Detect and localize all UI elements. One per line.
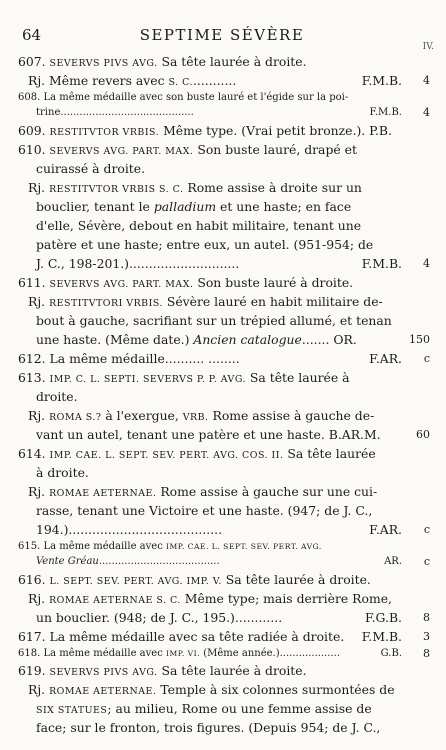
line-text: 611. bbox=[18, 274, 50, 290]
entry-line bbox=[18, 159, 402, 178]
price-value: 8 bbox=[423, 611, 430, 624]
entry-line bbox=[18, 235, 402, 254]
line-text: rasse, tenant une Victoire et une haste. (947; de J. C., bbox=[36, 502, 373, 518]
line-text: un bouclier. (948; de J. C., 195.)............ bbox=[36, 609, 283, 625]
line-text: vant un autel, tenant une patère et une haste. B.AR.M. bbox=[36, 426, 381, 442]
price-value: c bbox=[423, 352, 430, 365]
entry-line bbox=[18, 482, 402, 501]
metal-size: F.G.B. bbox=[364, 609, 402, 625]
line-text: J. C., 198-201.)............................ bbox=[36, 255, 240, 271]
metal-size: F.M.B. bbox=[361, 255, 402, 271]
line-text: ROMAE AETERNAE S. C. bbox=[49, 594, 181, 606]
line-text: face; sur le fronton, trois figures. (Depuis 954; de J. C., bbox=[36, 719, 381, 735]
line-text: ROMAE AETERNAE. bbox=[49, 685, 157, 697]
line-text: SEVERVS AVG. PART. MAX. bbox=[49, 278, 194, 290]
line-text: une haste. (Même date.) bbox=[36, 331, 194, 347]
line-text: 614. bbox=[18, 445, 50, 461]
catalogue-entries bbox=[18, 52, 402, 737]
price-value: c bbox=[423, 523, 430, 536]
line-text: Rome assise à gauche sur une cui- bbox=[156, 483, 378, 499]
line-text: Ancien catalogue bbox=[193, 331, 302, 347]
entry-line bbox=[18, 197, 402, 216]
line-text: IMP. CAE. L. SEPT. SEV. PERT. AVG. bbox=[165, 541, 322, 551]
line-text: RESTITVTOR VRBIS S. C. bbox=[49, 183, 184, 195]
entry-line bbox=[18, 646, 402, 661]
line-text: 618. La même médaille avec bbox=[18, 647, 166, 659]
entry-line bbox=[18, 140, 402, 159]
line-text: S. C. bbox=[168, 77, 193, 88]
entry-line bbox=[18, 444, 402, 463]
line-text: IMP. C. L. SEPTI. SEVERVS P. P. AVG. bbox=[49, 373, 246, 385]
line-text: 619. bbox=[18, 662, 50, 678]
line-text: ROMAE AETERNAE. bbox=[49, 487, 157, 499]
entry-line bbox=[18, 368, 402, 387]
line-text: Rj. Même revers avec bbox=[28, 73, 169, 88]
line-text: SIX STATUES bbox=[36, 704, 108, 716]
price-value: 4 bbox=[423, 74, 430, 87]
line-text: IMP. VI. bbox=[165, 648, 201, 658]
line-text: VRB. bbox=[182, 411, 209, 423]
entry-line bbox=[18, 178, 402, 197]
line-text: 194.)....................................... bbox=[36, 521, 223, 537]
entry-line bbox=[18, 311, 402, 330]
line-text: Sa tête laurée à droite. bbox=[157, 54, 307, 69]
line-text: SEVERVS PIVS AVG. bbox=[49, 58, 158, 69]
price-value: c bbox=[423, 555, 430, 568]
entry-line bbox=[18, 661, 402, 680]
entry-line bbox=[18, 425, 402, 444]
running-title: SEPTIME SÉVÈRE bbox=[139, 26, 305, 44]
line-text: 615. La même médaille avec bbox=[18, 540, 166, 552]
line-text: 616. bbox=[18, 571, 50, 587]
line-text: Sa tête laurée à bbox=[245, 369, 350, 385]
line-text: (Même année.)................... bbox=[200, 647, 341, 659]
entry-line bbox=[18, 292, 402, 311]
metal-size: AR. bbox=[384, 556, 402, 568]
metal-size: F.AR. bbox=[369, 521, 402, 537]
entry-line bbox=[18, 554, 402, 569]
line-text: 609. bbox=[18, 122, 50, 138]
line-text: droite. bbox=[36, 388, 78, 404]
line-text: Rj. bbox=[28, 590, 50, 606]
line-text: Même type. (Vrai petit bronze.). P.B. bbox=[159, 122, 392, 138]
line-text: 608. La même médaille avec son buste lauré et l'égide sur la poi- bbox=[18, 92, 349, 103]
line-text: Sa tête laurée bbox=[283, 445, 376, 461]
entry-line bbox=[18, 520, 402, 539]
line-text: ...................................... bbox=[98, 556, 220, 568]
line-text: cuirassé à droite. bbox=[36, 160, 146, 176]
line-text: 613. bbox=[18, 369, 50, 385]
metal-size: F.M.B. bbox=[361, 628, 402, 644]
entry-line bbox=[18, 501, 402, 520]
page-number: 64 bbox=[22, 26, 42, 44]
price-value: 150 bbox=[409, 333, 430, 346]
line-text: bouclier, tenant le bbox=[36, 198, 154, 214]
line-text: Son buste lauré à droite. bbox=[193, 274, 354, 290]
metal-size: F.AR. bbox=[369, 350, 402, 366]
line-text: bout à gauche, sacrifiant sur un trépied allumé, et tenan bbox=[36, 312, 392, 328]
entry-line bbox=[18, 52, 402, 71]
line-text: Sa tête laurée à droite. bbox=[221, 571, 371, 587]
corner-mark: IV. bbox=[422, 42, 434, 52]
entry-line bbox=[18, 718, 402, 737]
line-text: palladium bbox=[153, 198, 217, 214]
entry-line bbox=[18, 105, 402, 120]
price-value: 4 bbox=[423, 106, 430, 119]
line-text: ROMA S.? bbox=[49, 411, 102, 423]
line-text: à droite. bbox=[36, 464, 89, 480]
entry-line bbox=[18, 349, 402, 368]
line-text: ; au milieu, Rome ou une femme assise de bbox=[107, 700, 372, 716]
line-text: Rome assise à droite sur un bbox=[183, 179, 362, 195]
line-text: Vente Gréau bbox=[36, 556, 99, 568]
entry-line bbox=[18, 589, 402, 608]
price-value: 4 bbox=[423, 257, 430, 270]
entry-line bbox=[18, 387, 402, 406]
line-text: SEVERVS PIVS AVG. bbox=[49, 666, 158, 678]
line-text: Même type; mais derrière Rome, bbox=[180, 590, 392, 606]
line-text: L. SEPT. SEV. PERT. AVG. IMP. V. bbox=[49, 575, 222, 587]
line-text: Rj. bbox=[28, 179, 50, 195]
line-text: ........... bbox=[192, 73, 237, 88]
entry-line bbox=[18, 330, 402, 349]
entry-line bbox=[18, 680, 402, 699]
line-text: et une haste; en face bbox=[216, 198, 352, 214]
line-text: IMP. CAE. L. SEPT. SEV. PERT. AVG. COS. II. bbox=[49, 449, 284, 461]
line-text: RESTITVTORI VRBIS. bbox=[49, 297, 163, 309]
entry-line bbox=[18, 216, 402, 235]
entry-line bbox=[18, 570, 402, 589]
entry-line bbox=[18, 627, 402, 646]
line-text: à l'exergue, bbox=[101, 407, 183, 423]
entry-line bbox=[18, 121, 402, 140]
price-value: 3 bbox=[423, 630, 430, 643]
page-header bbox=[22, 26, 434, 52]
line-text: 610. bbox=[18, 141, 50, 157]
line-text: Sa tête laurée à droite. bbox=[157, 662, 307, 678]
line-text: Rj. bbox=[28, 483, 50, 499]
entry-line bbox=[18, 463, 402, 482]
entry-line bbox=[18, 699, 402, 718]
entry-line bbox=[18, 273, 402, 292]
line-text: d'elle, Sévère, debout en habit militaire, tenant une bbox=[36, 217, 362, 233]
entry-line bbox=[18, 539, 402, 554]
line-text: Sévère lauré en habit militaire de- bbox=[162, 293, 383, 309]
entry-line bbox=[18, 90, 402, 105]
line-text: SEVERVS AVG. PART. MAX. bbox=[49, 145, 194, 157]
line-text: 607. bbox=[18, 54, 50, 69]
price-value: 8 bbox=[423, 647, 430, 660]
entry-line bbox=[18, 254, 402, 273]
line-text: RESTITVTOR VRBIS. bbox=[49, 126, 160, 138]
line-text: Temple à six colonnes surmontées de bbox=[156, 681, 395, 697]
line-text: ....... OR. bbox=[301, 331, 357, 347]
entry-line bbox=[18, 406, 402, 425]
line-text: patère et une haste; entre eux, un autel. (951-954; de bbox=[36, 236, 374, 252]
price-value: 60 bbox=[416, 428, 430, 441]
line-text: 612. La même médaille.......... ........ bbox=[18, 350, 240, 366]
line-text: Rj. bbox=[28, 681, 50, 697]
line-text: Rj. bbox=[28, 407, 50, 423]
metal-size: F.M.B. bbox=[369, 107, 402, 119]
line-text: 617. La même médaille avec sa tête radiée à droite. bbox=[18, 628, 345, 644]
entry-line bbox=[18, 71, 402, 90]
line-text: Rome assise à gauche de- bbox=[208, 407, 375, 423]
entry-line bbox=[18, 608, 402, 627]
metal-size: F.M.B. bbox=[361, 73, 402, 88]
metal-size: G.B. bbox=[380, 647, 402, 659]
line-text: trine.......................................... bbox=[36, 107, 194, 119]
line-text: Rj. bbox=[28, 293, 50, 309]
line-text: Son buste lauré, drapé et bbox=[193, 141, 357, 157]
